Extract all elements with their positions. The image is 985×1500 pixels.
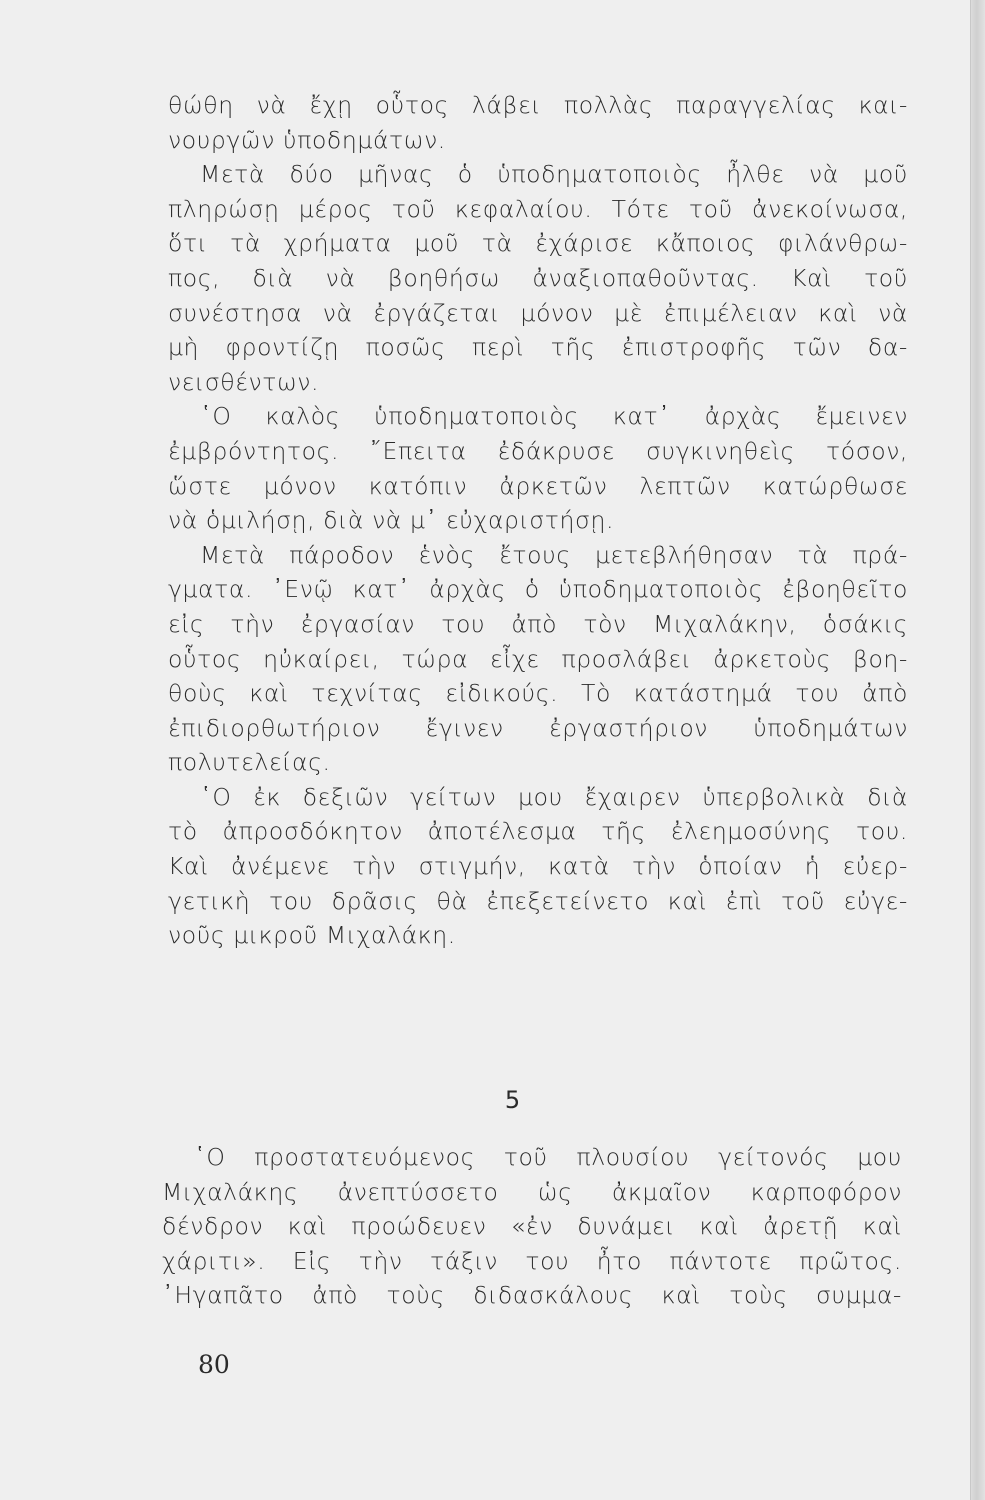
text-line: ῾Ο καλὸς ὑποδηματοποιὸς κατ᾿ ἀρχὰς ἔμεινεν (200, 402, 908, 431)
text-line: ὥστε μόνον κατόπιν ἀρκετῶν λεπτῶν κατώρθωσε (168, 471, 908, 500)
text-line: ἐπιδιορθωτήριον ἔγινεν ἐργαστήριον ὑποδημάτων (168, 713, 908, 742)
text-line: νοῦς μικροῦ Μιχαλάκη. (168, 921, 456, 950)
text-line: πος, διὰ νὰ βοηθήσω ἀναξιοπαθοῦντας. Καὶ τοῦ (168, 263, 908, 292)
text-line: Καὶ ἀνέμενε τὴν στιγμήν, κατὰ τὴν ὁποίαν ἡ εὐερ- (168, 852, 908, 881)
text-line: ἐμβρόντητος. ῎Επειτα ἐδάκρυσε συγκινηθεὶς τόσον, (168, 436, 908, 465)
text-line: ῾Ο ἐκ δεξιῶν γείτων μου ἔχαιρεν ὑπερβολικὰ διὰ (200, 782, 908, 811)
text-line: Μιχαλάκης ἀνεπτύσσετο ὡς ἀκμαῖον καρποφόρον (162, 1177, 902, 1206)
page-binding-edge (970, 0, 985, 1500)
text-line: συνέστησα νὰ ἐργάζεται μόνον μὲ ἐπιμέλειαν καὶ νὰ (168, 298, 908, 327)
text-line: γετικὴ του δρᾶσις θὰ ἐπεξετείνετο καὶ ἐπὶ τοῦ εὐγε- (168, 886, 908, 915)
text-line: γματα. ᾿Ενῷ κατ᾿ ἀρχὰς ὁ ὑποδηματοποιὸς ἐβοηθεῖτο (168, 575, 908, 604)
text-line: θώθη νὰ ἔχῃ οὗτος λάβει πολλὰς παραγγελίας και- (168, 91, 908, 119)
body-text (168, 88, 908, 953)
text-line: νουργῶν ὑποδημάτων. (168, 125, 446, 154)
text-line: Μετὰ πάροδον ἑνὸς ἔτους μετεβλήθησαν τὰ πρά- (200, 540, 908, 569)
page-number: 80 (198, 1350, 230, 1379)
text-line: πολυτελείας. (168, 748, 331, 777)
text-line: ὅτι τὰ χρήματα μοῦ τὰ ἐχάρισε κἄποιος φιλάνθρω- (168, 229, 908, 258)
text-line: θοὺς καὶ τεχνίτας εἰδικούς. Τὸ κατάστημά του ἀπὸ (168, 679, 908, 708)
text-line: πληρώσῃ μέρος τοῦ κεφαλαίου. Τότε τοῦ ἀνεκοίνωσα, (168, 194, 908, 223)
text-line: τὸ ἀπροσδόκητον ἀποτέλεσμα τῆς ἐλεημοσύνης του. (168, 817, 908, 846)
text-line: ῾Ο προστατευόμενος τοῦ πλουσίου γείτονός μου (194, 1143, 902, 1171)
text-line: μὴ φροντίζῃ ποσῶς περὶ τῆς ἐπιστροφῆς τῶν δα- (168, 333, 908, 362)
section-text (162, 1140, 902, 1313)
text-line: ᾿Ηγαπᾶτο ἀπὸ τοὺς διδασκάλους καὶ τοὺς συμμα- (162, 1281, 902, 1310)
section-number: 5 (504, 1086, 521, 1114)
text-line: χάριτι». Εἰς τὴν τάξιν του ἦτο πάντοτε πρῶτος. (162, 1246, 902, 1275)
text-line: εἰς τὴν ἐργασίαν του ἀπὸ τὸν Μιχαλάκην, ὁσάκις (168, 609, 908, 638)
text-line: νὰ ὁμιλήσῃ, διὰ νὰ μ᾿ εὐχαριστήσῃ. (168, 506, 615, 535)
text-line: δένδρον καὶ προώδευεν «ἐν δυνάμει καὶ ἀρετῇ καὶ (162, 1212, 902, 1241)
text-line: οὗτος ηὐκαίρει, τώρα εἶχε προσλάβει ἀρκετοὺς βοη- (168, 644, 908, 673)
text-line: Μετὰ δύο μῆνας ὁ ὑποδηματοποιὸς ἦλθε νὰ μοῦ (200, 160, 908, 189)
text-line: νεισθέντων. (168, 367, 320, 396)
